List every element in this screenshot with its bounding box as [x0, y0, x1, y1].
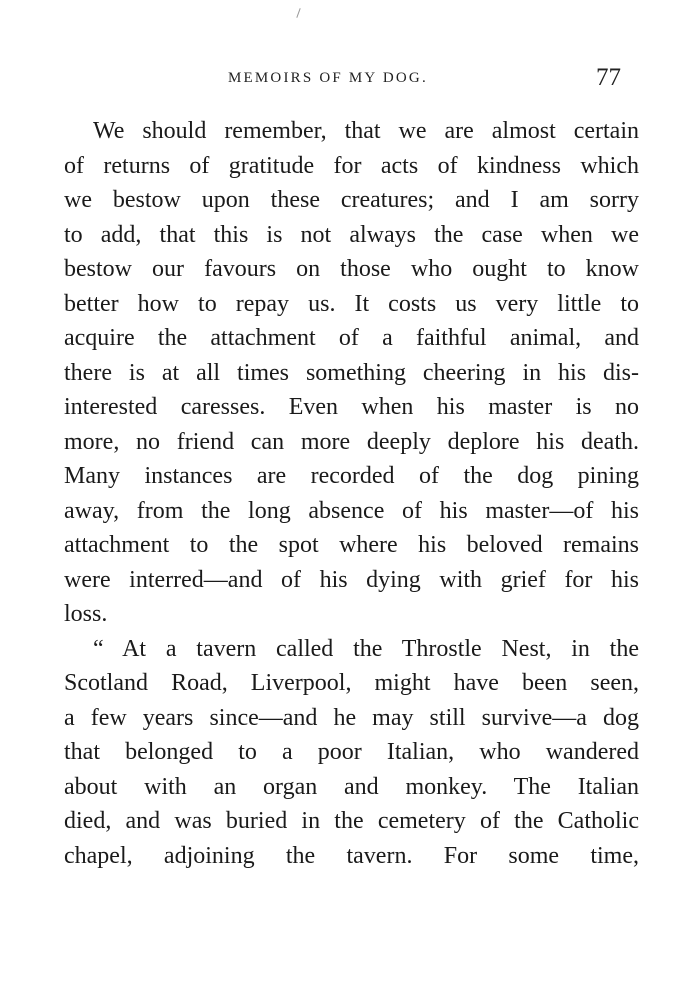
text-line: we bestow upon these creatures; and I am sorry [64, 187, 639, 213]
text-line: more, no friend can more deeply deplore his death. [64, 428, 639, 455]
text-line: better how to repay us. It costs us very little to [64, 290, 639, 317]
running-title: MEMOIRS OF MY DOG. [228, 70, 428, 86]
text-line: there is at all times something cheering in his dis- [64, 359, 639, 386]
text-line: to add, that this is not always the case when we [64, 221, 639, 248]
text-line: bestow our favours on those who ought to know [64, 256, 639, 282]
page-number: 77 [596, 64, 621, 91]
text-line: that belonged to a poor Italian, who wandered [64, 739, 639, 765]
paragraph-2 [64, 632, 639, 874]
text-line: We should remember, that we are almost certain [93, 118, 639, 144]
text-line: of returns of gratitude for acts of kindness which [64, 152, 639, 179]
text-line: died, and was buried in the cemetery of the Catholic [64, 808, 639, 834]
stray-ink-mark [296, 8, 300, 18]
text-line: a few years since—and he may still survive—a dog [64, 704, 639, 731]
text-line: loss. [64, 601, 108, 627]
text-line: Many instances are recorded of the dog pining [64, 463, 639, 489]
text-line: Scotland Road, Liverpool, might have been seen, [64, 670, 639, 696]
text-line: “ At a tavern called the Throstle Nest, in the [93, 635, 639, 662]
running-head [0, 66, 689, 96]
text-line: interested caresses. Even when his master is no [64, 394, 639, 420]
text-line: chapel, adjoining the tavern. For some time, [64, 842, 639, 869]
text-line: acquire the attachment of a faithful animal, and [64, 325, 639, 351]
text-line: attachment to the spot where his beloved remains [64, 532, 639, 558]
paragraph-1 [64, 114, 639, 632]
text-line: away, from the long absence of his master—of his [64, 497, 639, 524]
text-line: were interred—and of his dying with grief for his [64, 566, 639, 593]
text-line: about with an organ and monkey. The Italian [64, 773, 639, 800]
body-text [64, 114, 639, 873]
